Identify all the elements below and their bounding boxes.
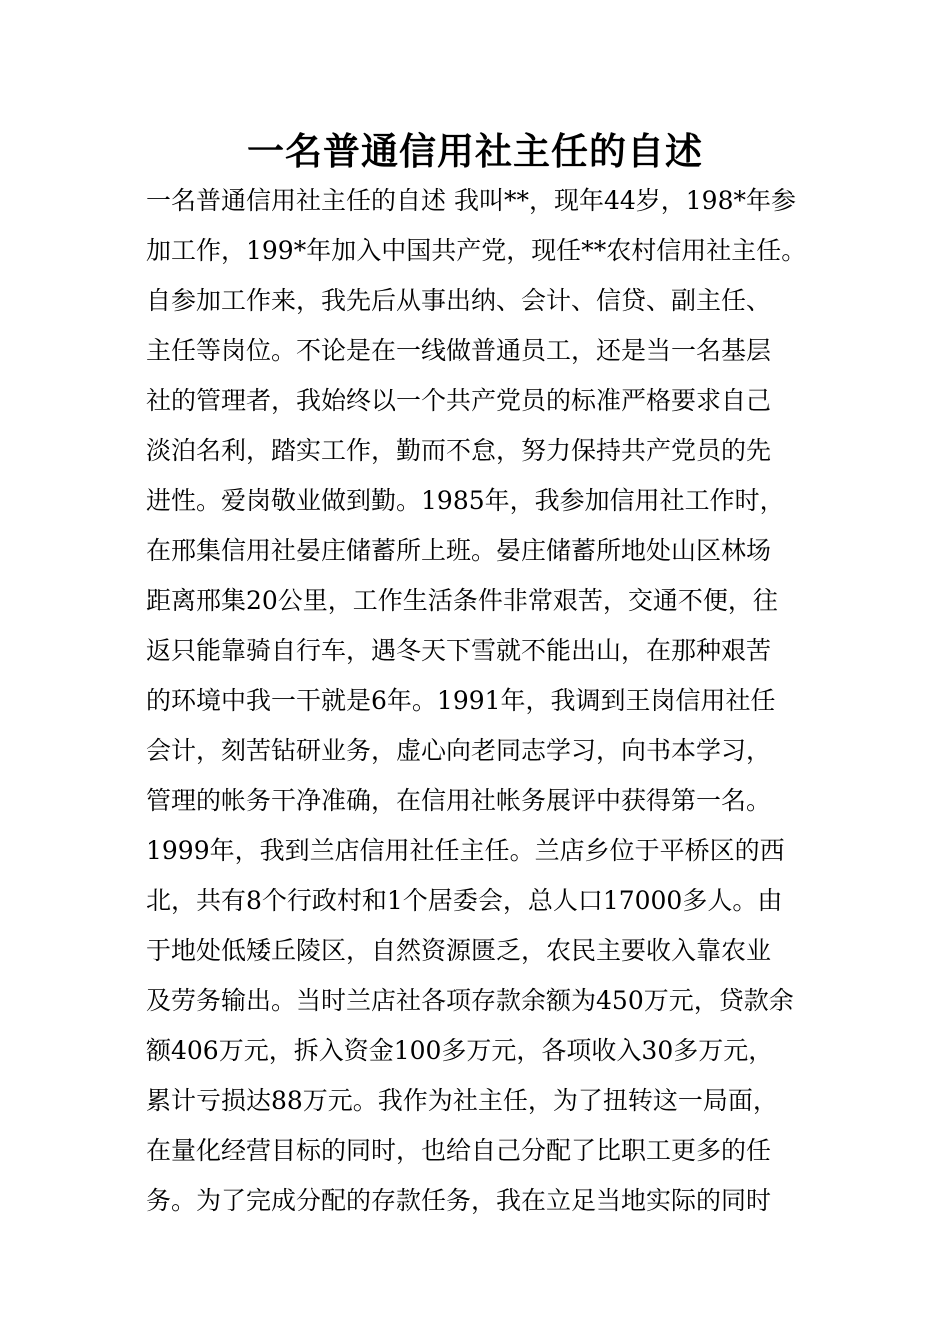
text-line: 自参加工作来，我先后从事出纳、会计、信贷、副主任、 [146,286,772,315]
text-line: 1999年，我到兰店信用社任主任。兰店乡位于平桥区的西 [146,836,785,865]
text-line: 在量化经营目标的同时，也给自己分配了比职工更多的任 [146,1136,772,1165]
text-line: 管理的帐务干净准确，在信用社帐务展评中获得第一名。 [146,786,772,815]
text-line: 会计，刻苦钻研业务，虚心向老同志学习，向书本学习， [146,736,772,765]
text-line: 返只能靠骑自行车，遇冬天下雪就不能出山，在那种艰苦 [146,636,772,665]
text-line: 一名普通信用社主任的自述 我叫**，现年44岁，198*年参 [146,186,796,215]
text-line: 务。为了完成分配的存款任务，我在立足当地实际的同时 [146,1186,772,1215]
text-line: 累计亏损达88万元。我作为社主任，为了扭转这一局面， [146,1086,778,1115]
text-line: 及劳务输出。当时兰店社各项存款余额为450万元，贷款余 [146,986,794,1015]
text-line: 社的管理者，我始终以一个共产党员的标准严格要求自己 [146,386,772,415]
text-line: 淡泊名利，踏实工作，勤而不怠，努力保持共产党员的先 [146,436,772,465]
text-line: 在邢集信用社晏庄储蓄所上班。晏庄储蓄所地处山区林场 [146,536,772,565]
text-line: 北，共有8个行政村和1个居委会，总人口17000多人。由 [146,886,783,915]
text-line: 加工作，199*年加入中国共产党，现任**农村信用社主任。 [146,236,807,265]
text-line: 主任等岗位。不论是在一线做普通员工，还是当一名基层 [146,336,772,365]
text-line: 的环境中我一干就是6年。1991年，我调到王岗信用社任 [146,686,776,715]
document-title: 一名普通信用社主任的自述 [247,129,703,173]
text-line: 于地处低矮丘陵区，自然资源匮乏，农民主要收入靠农业 [146,936,772,965]
text-line: 距离邢集20公里，工作生活条件非常艰苦，交通不便，往 [146,586,778,615]
text-line: 进性。爱岗敬业做到勤。1985年，我参加信用社工作时， [146,486,785,515]
text-line: 额406万元，拆入资金100多万元，各项收入30多万元， [146,1036,774,1065]
document-body [146,176,826,1226]
